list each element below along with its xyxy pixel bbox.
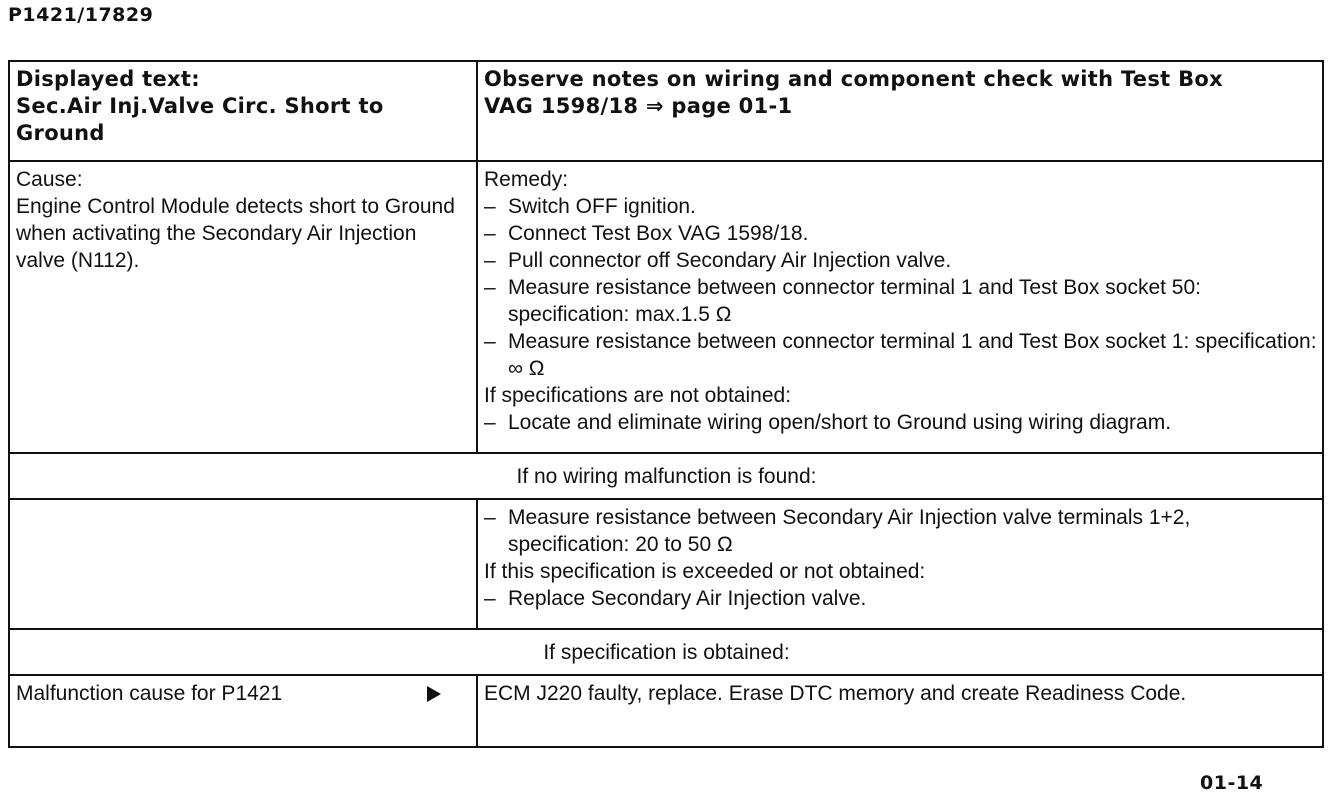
measure-step-text: Measure resistance between Secondary Air Injection valve terminals 1+2, specification: 20 to 50 Ω — [508, 506, 1191, 556]
cause-text: Engine Control Module detects short to Ground when activating the Secondary Air Injection valve (N112). — [16, 195, 455, 272]
remedy-cell — [477, 161, 1323, 453]
note-row — [9, 629, 1323, 675]
remedy-step — [484, 193, 1317, 220]
remedy-label: Remedy: — [484, 168, 569, 191]
ecm-replace-cell: ECM J220 faulty, replace. Erase DTC memory and create Readiness Code. — [477, 675, 1323, 747]
note-no-malfunction: If no wiring malfunction is found: — [9, 453, 1323, 499]
measure-action-text: Replace Secondary Air Injection valve. — [508, 587, 867, 610]
measure-condition: If this specification is exceeded or not obtained: — [484, 560, 926, 583]
remedy-step-text: Connect Test Box VAG 1598/18. — [508, 222, 809, 245]
header-left-line: Displayed text: — [16, 67, 200, 91]
remedy-step — [484, 274, 1317, 328]
empty-cell — [9, 499, 477, 629]
header-left-line: Sec.Air Inj.Valve Circ. Short to — [16, 94, 384, 118]
wiring-notes-header — [477, 61, 1323, 161]
remedy-step-text: Pull connector off Secondary Air Injection valve. — [508, 249, 952, 272]
remedy-action — [484, 409, 1317, 436]
final-row — [9, 675, 1323, 747]
table-header-row — [9, 61, 1323, 161]
measure-cell — [477, 499, 1323, 629]
dash-bullet: – — [484, 249, 496, 272]
dash-bullet: – — [484, 195, 496, 218]
measure-row — [9, 499, 1323, 629]
diagnostic-table — [8, 60, 1324, 748]
remedy-step — [484, 247, 1317, 274]
malfunction-cause-text: Malfunction cause for P1421 — [16, 682, 283, 705]
dash-bullet: – — [484, 411, 496, 434]
remedy-action-text: Locate and eliminate wiring open/short to Ground using wiring diagram. — [508, 411, 1172, 434]
note-row — [9, 453, 1323, 499]
header-right-line: VAG 1598/18 ⇒ page 01-1 — [484, 94, 793, 118]
note-obtained: If specification is obtained: — [9, 629, 1323, 675]
remedy-step — [484, 328, 1317, 382]
remedy-step — [484, 220, 1317, 247]
arrow-right-icon — [427, 686, 441, 702]
page-title: P1421/17829 — [8, 4, 154, 26]
malfunction-cause-cell — [9, 675, 477, 747]
dash-bullet: – — [484, 222, 496, 245]
remedy-step-text: Measure resistance between connector terminal 1 and Test Box socket 1: specification: ∞ Ω — [508, 330, 1317, 380]
dash-bullet: – — [484, 276, 496, 299]
remedy-step-text: Measure resistance between connector terminal 1 and Test Box socket 50: specification: max.1.5 Ω — [508, 276, 1201, 326]
dash-bullet: – — [484, 330, 496, 353]
page-number: 01-14 — [1200, 772, 1264, 794]
header-left-line: Ground — [16, 121, 105, 145]
header-right-line: Observe notes on wiring and component check with Test Box — [484, 67, 1223, 91]
measure-step — [484, 504, 1317, 558]
dash-bullet: – — [484, 587, 496, 610]
cause-label: Cause: — [16, 168, 83, 191]
measure-action — [484, 585, 1317, 612]
cause-cell — [9, 161, 477, 453]
cause-remedy-row — [9, 161, 1323, 453]
displayed-text-header — [9, 61, 477, 161]
remedy-condition: If specifications are not obtained: — [484, 384, 792, 407]
dash-bullet: – — [484, 506, 496, 529]
remedy-step-text: Switch OFF ignition. — [508, 195, 696, 218]
